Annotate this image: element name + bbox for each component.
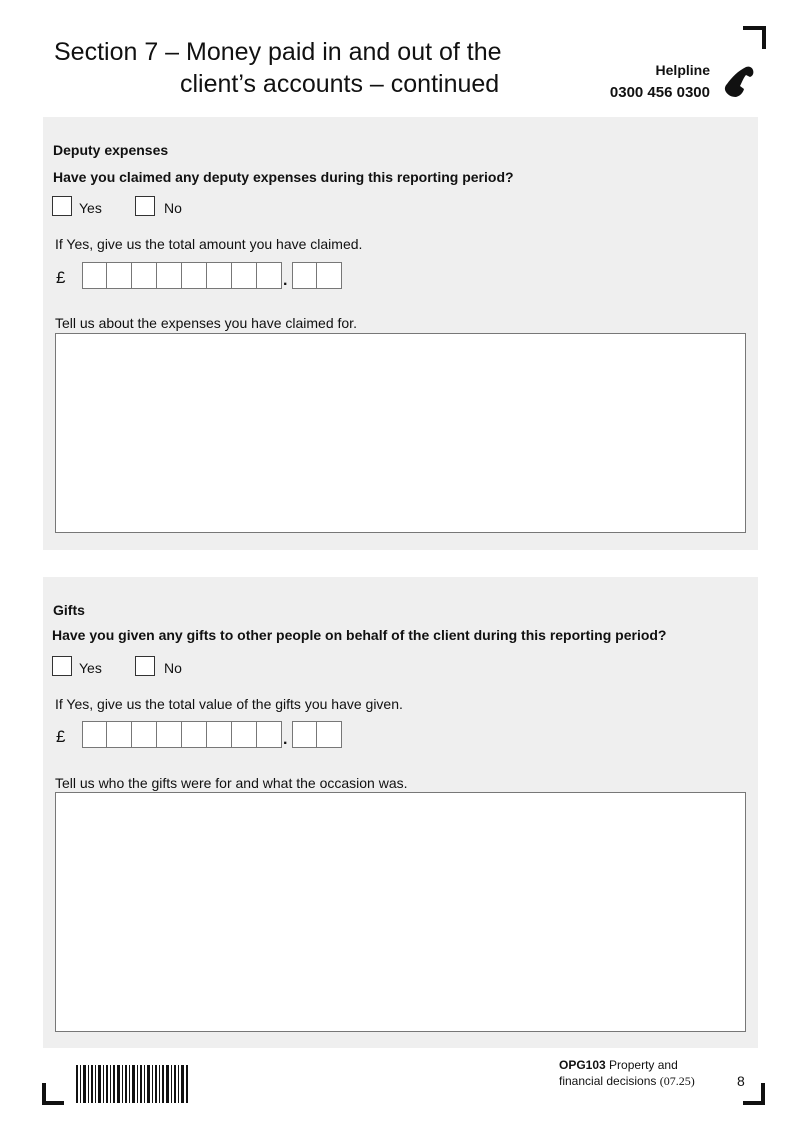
gifts-details-textarea[interactable] <box>55 792 746 1032</box>
deputy-expenses-details-instruction: Tell us about the expenses you have claimed for. <box>55 315 357 331</box>
page-number: 8 <box>737 1073 745 1089</box>
corner-mark-bottom-right <box>743 1083 765 1105</box>
deputy-expenses-details-textarea[interactable] <box>55 333 746 533</box>
corner-mark-bottom-left <box>42 1083 64 1105</box>
digit-box[interactable] <box>292 262 317 289</box>
digit-box[interactable] <box>232 262 257 289</box>
gifts-pounds-field[interactable] <box>82 721 282 748</box>
digit-box[interactable] <box>107 262 132 289</box>
deputy-expenses-heading: Deputy expenses <box>53 142 169 158</box>
form-reference <box>559 1057 695 1089</box>
digit-box[interactable] <box>82 721 107 748</box>
form-title-part-2: financial decisions <box>559 1074 657 1088</box>
gifts-details-instruction: Tell us who the gifts were for and what the occasion was. <box>55 775 408 791</box>
deputy-expenses-decimal-point: . <box>283 272 288 289</box>
deputy-expenses-pounds-field[interactable] <box>82 262 282 289</box>
deputy-expenses-pence-field[interactable] <box>292 262 342 289</box>
digit-box[interactable] <box>257 721 282 748</box>
phone-icon <box>722 64 756 100</box>
gifts-currency-symbol: £ <box>56 727 66 746</box>
barcode-icon <box>76 1065 190 1103</box>
digit-box[interactable] <box>317 721 342 748</box>
gifts-pence-field[interactable] <box>292 721 342 748</box>
gifts-heading: Gifts <box>53 602 85 618</box>
gifts-amount-instruction: If Yes, give us the total value of the gifts you have given. <box>55 696 403 712</box>
digit-box[interactable] <box>107 721 132 748</box>
helpline-number: 0300 456 0300 <box>609 84 710 101</box>
digit-box[interactable] <box>182 721 207 748</box>
digit-box[interactable] <box>132 721 157 748</box>
gifts-decimal-point: . <box>283 731 288 748</box>
deputy-expenses-yes-label: Yes <box>79 200 102 216</box>
helpline-label: Helpline <box>655 62 710 78</box>
deputy-expenses-amount-instruction: If Yes, give us the total amount you have claimed. <box>55 236 363 252</box>
digit-box[interactable] <box>82 262 107 289</box>
deputy-expenses-yes-checkbox[interactable] <box>52 196 72 216</box>
digit-box[interactable] <box>132 262 157 289</box>
form-version: (07.25) <box>659 1074 695 1088</box>
gifts-yes-checkbox[interactable] <box>52 656 72 676</box>
deputy-expenses-no-checkbox[interactable] <box>135 196 155 216</box>
deputy-expenses-no-label: No <box>164 200 182 216</box>
form-code: OPG103 <box>559 1058 606 1072</box>
gifts-no-checkbox[interactable] <box>135 656 155 676</box>
digit-box[interactable] <box>292 721 317 748</box>
digit-box[interactable] <box>207 262 232 289</box>
page-title-line-2: client’s accounts – continued <box>180 70 500 98</box>
digit-box[interactable] <box>257 262 282 289</box>
digit-box[interactable] <box>207 721 232 748</box>
deputy-expenses-question: Have you claimed any deputy expenses during this reporting period? <box>53 169 514 185</box>
form-title-part-1: Property and <box>609 1058 678 1072</box>
digit-box[interactable] <box>232 721 257 748</box>
page-title-line-1: Section 7 – Money paid in and out of the <box>54 38 502 66</box>
deputy-expenses-currency-symbol: £ <box>56 268 66 287</box>
gifts-yes-label: Yes <box>79 660 102 676</box>
digit-box[interactable] <box>182 262 207 289</box>
gifts-question: Have you given any gifts to other people on behalf of the client during this reporting period? <box>52 627 667 643</box>
digit-box[interactable] <box>157 262 182 289</box>
digit-box[interactable] <box>157 721 182 748</box>
corner-mark-top-right <box>743 26 766 49</box>
digit-box[interactable] <box>317 262 342 289</box>
gifts-no-label: No <box>164 660 182 676</box>
